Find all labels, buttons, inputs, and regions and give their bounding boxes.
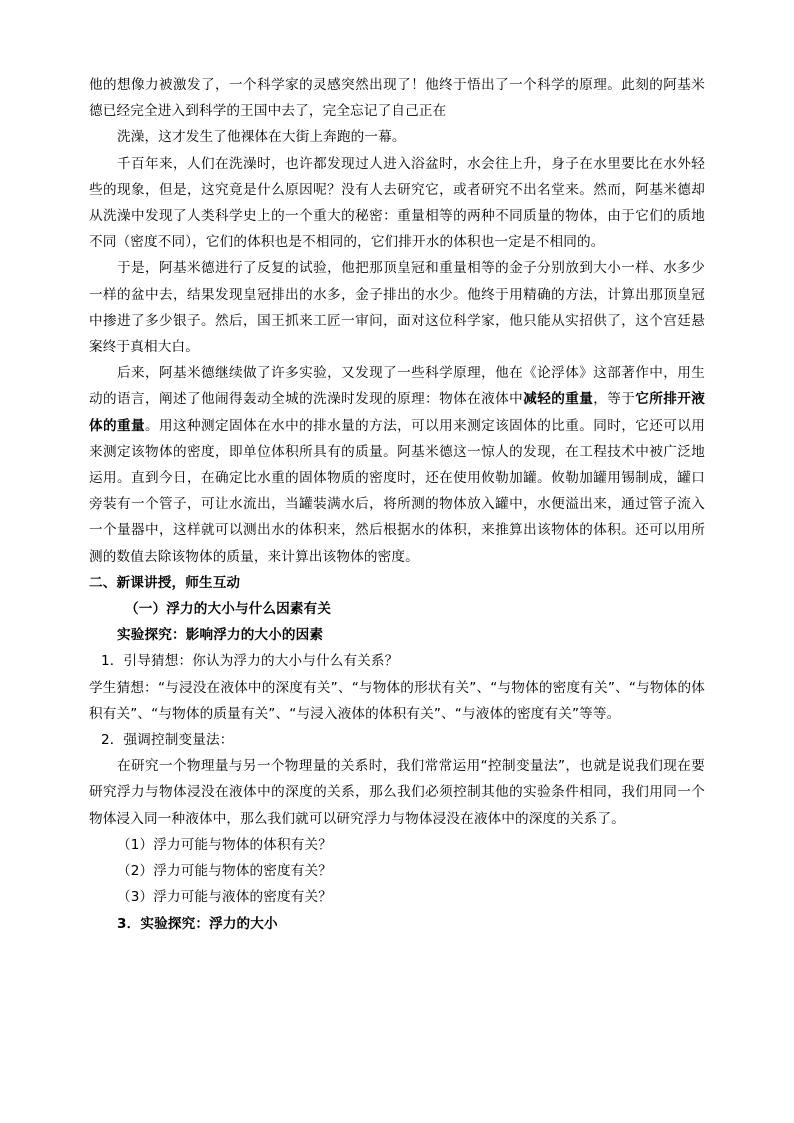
subsection-heading-buoyancy-factors: （一）浮力的大小与什么因素有关 xyxy=(125,601,332,618)
paragraph-bath: 洗澡，这才发生了他裸体在大街上奔跑的一幕。 xyxy=(117,129,406,146)
hypothesis-2: （2）浮力可能与物体的密度有关？ xyxy=(117,863,332,880)
paragraph-inspiration: 他的想像力被激发了，一个科学家的灵感突然出现了！他终于悟出了一个科学的原理。此刻的阿基米德已经完全进入到科学的王国中去了，完全忘记了自己正在 xyxy=(89,77,705,120)
step-3-experiment: 3．实验探究：浮力的大小 xyxy=(117,915,278,932)
step-2-control-variables: 2．强调控制变量法： xyxy=(101,732,234,749)
student-guesses: 学生猜想：“与浸没在液体中的深度有关”、“与物体的形状有关”、“与物体的密度有关”、“与物体的体积有关”、“与物体的质量有关”、“与浸入液体的体积有关”、“与液体的密度有关”等等。 xyxy=(89,679,705,722)
document-page xyxy=(89,72,705,937)
experiment-title: 实验探究：影响浮力的大小的因素 xyxy=(117,627,324,644)
hypothesis-1: （1）浮力可能与物体的体积有关？ xyxy=(117,836,332,853)
principle-bold-reduced-weight: 减轻的重量 xyxy=(523,391,594,408)
paragraph-experiment: 于是，阿基米德进行了反复的试验，他把那顶皇冠和重量相等的金子分别放到大小一样、水多少一样的盆中去，结果发现皇冠排出的水多，金子排出的水少。他终于用精确的方法，计算出那顶皇冠中掺进了多少银子。然后，国王抓来工匠一审问，面对这位科学家，他只能从实招供了，这个宫廷悬案终于真相大白。 xyxy=(89,260,705,356)
principle-text-e: 。用这种测定固体在水中的排水量的方法，可以用来测定该固体的比重。同时，它还可以用来测定该物体的密度，即单位体积所具有的质量。阿基米德这一惊人的发现，在工程技术中被广泛地运用。直到今日，在确定比水重的固体物质的密度时，还在使用攸勒加罐。攸勒加罐用锡制成，罐口旁装有一个管子，可让水流出，当罐装满水后，将所测的物体放入罐中，水便溢出来，通过管子流入一个量器中，这样就可以测出水的体积来，然后根据水的体积，来推算出该物体的体积。还可以用所测的数值去除该物体的质量，来计算出该物体的密度。 xyxy=(89,417,705,565)
section-heading-new-lesson: 二、新课讲授，师生互动 xyxy=(89,574,241,591)
hypothesis-3: （3）浮力可能与液体的密度有关？ xyxy=(117,889,332,906)
principle-text-c: ，等于 xyxy=(593,391,636,408)
principle-text-a: 后来，阿基米德继续做了许多实验，又发现了一些科学原理，他在《论浮体》这部著作中，用生动的语言，阐述了他闹得轰动全城的洗澡时发现的原理：物体在液体中 xyxy=(89,365,705,408)
paragraph-discovery: 千百年来，人们在洗澡时，也许都发现过人进入浴盆时，水会往上升，身子在水里要比在水外轻些的现象，但是，这究竟是什么原因呢？没有人去研究它，或者研究不出名堂来。然而，阿基米德却从洗澡中发现了人类科学史上的一个重大的秘密：重量相等的两种不同质量的物体，由于它们的质地不同（密度不同），它们的体积也是不相同的，它们排开水的体积也一定是不相同的。 xyxy=(89,155,705,251)
control-variables-explanation: 在研究一个物理量与另一个物理量的关系时，我们常常运用“控制变量法”，也就是说我们现在要研究浮力与物体浸没在液体中的深度的关系，那么我们必须控制其他的实验条件相同，我们用同一个物体浸入同一种液体中，那么我们就可以研究浮力与物体浸没在液体中的深度的关系了。 xyxy=(89,758,705,827)
principle-bold-displaced-weight: 它所排开液体的重量 xyxy=(89,391,706,434)
step-1-guess: 1．引导猜想：你认为浮力的大小与什么有关系？ xyxy=(101,653,399,670)
paragraph-principle xyxy=(89,360,705,570)
